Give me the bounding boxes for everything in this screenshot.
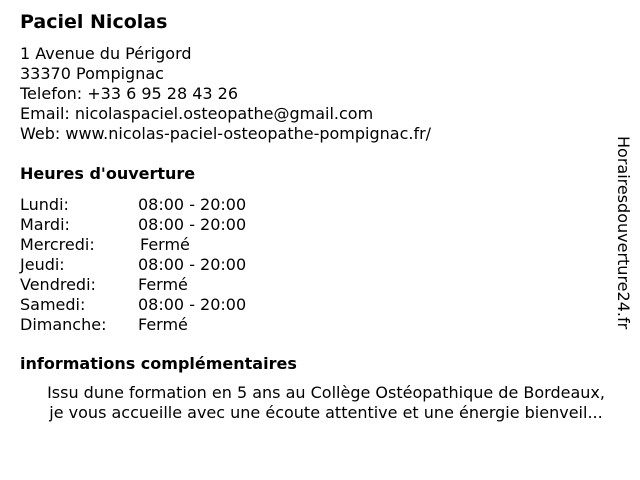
info-line-2: je vous accueille avec une écoute attentive et une énergie bienveil...	[49, 403, 603, 422]
day-hours: Fermé	[138, 275, 188, 294]
day-label: Mercredi:	[20, 235, 95, 254]
day-label: Dimanche:	[20, 315, 107, 334]
additional-info-text	[20, 383, 632, 423]
contact-block	[20, 44, 431, 144]
day-label: Vendredi:	[20, 275, 96, 294]
address-city: 33370 Pompignac	[20, 64, 164, 83]
address-street: 1 Avenue du Périgord	[20, 44, 192, 63]
day-hours: Fermé	[138, 315, 188, 334]
day-hours: Fermé	[140, 235, 190, 254]
additional-info-heading: informations complémentaires	[20, 354, 297, 373]
email-address[interactable]: Email: nicolaspaciel.osteopathe@gmail.com	[20, 104, 374, 123]
day-label: Lundi:	[20, 195, 69, 214]
day-hours: 08:00 - 20:00	[138, 215, 247, 234]
opening-hours-heading: Heures d'ouverture	[20, 164, 196, 183]
day-label: Jeudi:	[20, 255, 65, 274]
phone-number[interactable]: Telefon: +33 6 95 28 43 26	[20, 84, 239, 103]
info-line-1: Issu dune formation en 5 ans au Collège Ostéopathique de Bordeaux,	[47, 383, 605, 402]
business-name: Paciel Nicolas	[20, 11, 168, 33]
day-hours: 08:00 - 20:00	[138, 195, 247, 214]
day-hours: 08:00 - 20:00	[138, 255, 247, 274]
site-watermark	[612, 136, 634, 346]
day-label: Samedi:	[20, 295, 86, 314]
day-hours: 08:00 - 20:00	[138, 295, 247, 314]
day-label: Mardi:	[20, 215, 70, 234]
website-link[interactable]: Web: www.nicolas-paciel-osteopathe-pompignac.fr/	[20, 124, 432, 143]
watermark-text: Horairesdouverture24.fr	[614, 136, 633, 330]
